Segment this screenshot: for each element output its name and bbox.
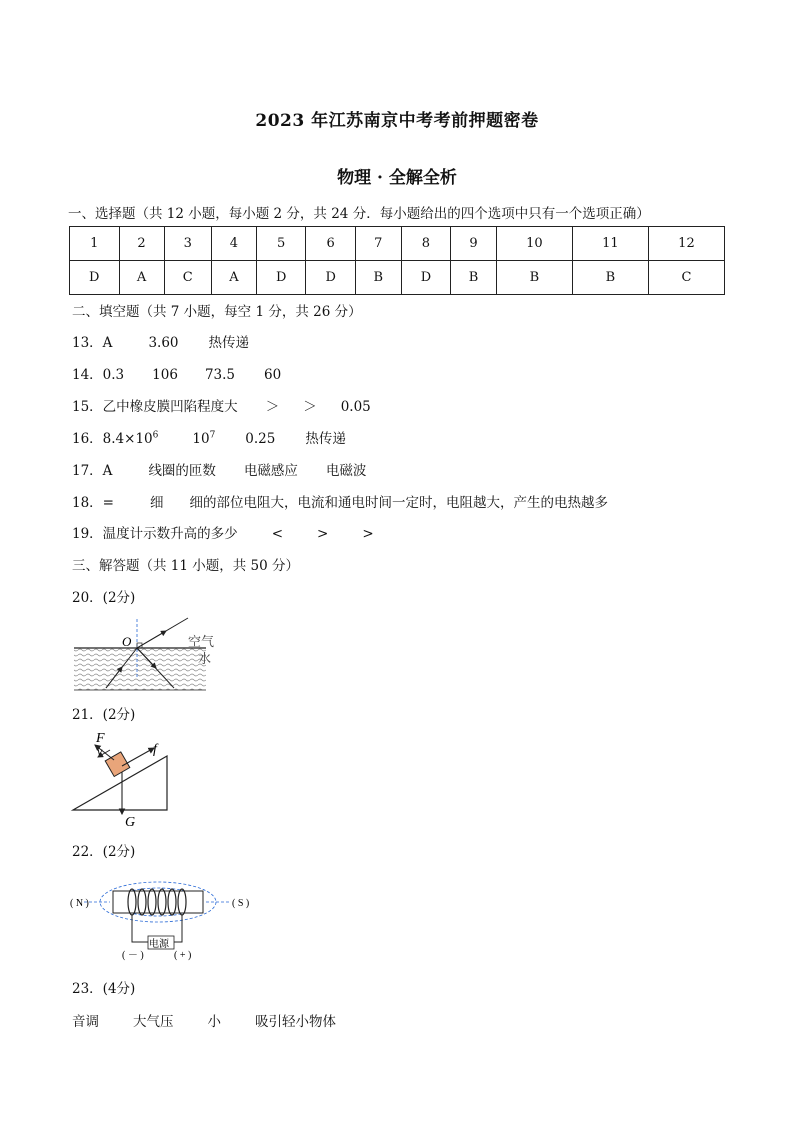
answer-18-3: 细的部位电阻大，电流和通电时间一定时，电阻越大，产生的电热越多	[189, 495, 608, 511]
table-row-numbers	[70, 227, 725, 261]
answer-line-18	[72, 491, 608, 511]
wire-left	[132, 915, 148, 942]
answer-19-4: >	[362, 526, 374, 542]
gravity-label: G	[125, 815, 136, 830]
table-cell: 10	[496, 227, 572, 261]
answer-23-1: 音调	[72, 1014, 99, 1030]
positive-terminal-label: ( + )	[174, 950, 192, 961]
table-cell: A	[119, 261, 164, 295]
answer-line-17	[72, 459, 366, 479]
answer-15-1: 15．乙中橡皮膜凹陷程度大	[72, 399, 238, 415]
section-1-heading: 一、选择题（共 12 小题，每小题 2 分，共 24 分．每小题给出的四个选项中只有一个选项正确）	[68, 206, 650, 222]
power-label: 电源	[149, 939, 169, 950]
answer-line-23	[72, 1010, 336, 1030]
answer-19-2: <	[271, 526, 283, 542]
point-o-label: O	[122, 634, 132, 649]
page-title: 2023 年江苏南京中考考前押题密卷	[255, 111, 539, 131]
table-cell: D	[256, 261, 306, 295]
water-label: 水	[198, 652, 212, 667]
optics-figure	[70, 617, 220, 695]
answer-23-3: 小	[207, 1014, 221, 1030]
answer-13-1: 13．A	[72, 335, 113, 351]
table-cell: 3	[164, 227, 211, 261]
table-cell: 11	[572, 227, 648, 261]
answer-18-1: 18．=	[72, 495, 114, 511]
water-region	[74, 648, 206, 690]
incline-figure	[70, 728, 175, 830]
section-2-heading: 二、填空题（共 7 小题，每空 1 分，共 26 分）	[72, 304, 362, 320]
answer-line-19	[72, 522, 374, 542]
answer-17-2: 线圈的匝数	[148, 463, 216, 479]
choice-answer-table	[69, 226, 725, 295]
force-f-label: F	[96, 731, 105, 746]
answer-13-3: 热传递	[208, 335, 249, 351]
question-20-label: 20．(2分)	[72, 590, 136, 606]
answer-16-3: 0.25	[245, 431, 276, 447]
question-23-label: 23．(4分)	[72, 981, 136, 997]
answer-15-2: ＞	[265, 399, 280, 415]
answer-line-16	[72, 427, 346, 447]
answer-line-13	[72, 331, 249, 351]
left-pole-label: ( N )	[70, 898, 89, 909]
table-row-answers	[70, 261, 725, 295]
table-cell: B	[451, 261, 497, 295]
answer-17-4: 电磁波	[325, 463, 367, 479]
table-cell: 8	[401, 227, 451, 261]
answer-14-4: 60	[264, 367, 282, 383]
table-cell: 2	[119, 227, 164, 261]
table-cell: A	[211, 261, 256, 295]
wire-right	[174, 915, 182, 942]
answer-23-4: 吸引轻小物体	[255, 1014, 336, 1030]
table-cell: B	[355, 261, 401, 295]
answer-16-4: 热传递	[305, 431, 346, 447]
section-3-heading: 三、解答题（共 11 小题，共 50 分）	[72, 558, 300, 574]
refracted-ray-arrow	[137, 631, 166, 648]
table-cell: C	[164, 261, 211, 295]
right-pole-label: ( S )	[232, 898, 250, 909]
table-cell: 9	[451, 227, 497, 261]
answer-16-1-exponent: 6	[152, 430, 159, 441]
answer-15-4: 0.05	[340, 399, 371, 415]
table-cell: D	[306, 261, 356, 295]
answer-23-2: 大气压	[133, 1014, 174, 1030]
table-cell: D	[401, 261, 451, 295]
table-cell: 1	[70, 227, 120, 261]
answer-19-3: >	[317, 526, 329, 542]
answer-14-1: 14．0.3	[72, 367, 125, 383]
answer-17-3: 电磁感应	[243, 463, 298, 479]
friction-arrow	[122, 748, 154, 766]
table-cell: D	[70, 261, 120, 295]
answer-18-2: 细	[150, 495, 164, 511]
answer-17-1: 17．A	[72, 463, 113, 479]
answer-16-2-exponent: 7	[209, 430, 216, 441]
table-cell: 6	[306, 227, 356, 261]
answer-13-2: 3.60	[148, 335, 179, 351]
answer-line-14	[72, 363, 281, 383]
answer-14-3: 73.5	[204, 367, 235, 383]
table-cell: 5	[256, 227, 306, 261]
table-cell: 12	[648, 227, 724, 261]
friction-label: f	[153, 742, 157, 757]
answer-14-2: 106	[152, 367, 178, 383]
table-cell: 7	[355, 227, 401, 261]
table-cell: B	[572, 261, 648, 295]
table-cell: 4	[211, 227, 256, 261]
answer-16-2: 10	[192, 431, 210, 447]
velocity-label: v	[97, 744, 103, 758]
table-cell: B	[496, 261, 572, 295]
solenoid-figure	[70, 872, 260, 964]
page-subtitle: 物理 · 全解全析	[337, 168, 457, 188]
table-cell: C	[648, 261, 724, 295]
answer-16-1: 16．8.4×10	[72, 431, 153, 447]
air-label: 空气	[188, 635, 215, 650]
answer-19-1: 19．温度计示数升高的多少	[72, 526, 238, 542]
negative-terminal-label: ( － )	[122, 950, 144, 961]
question-21-label: 21．(2分)	[72, 707, 136, 723]
answer-line-15	[72, 395, 371, 415]
answer-15-3: ＞	[303, 399, 317, 415]
question-22-label: 22．(2分)	[72, 844, 136, 860]
